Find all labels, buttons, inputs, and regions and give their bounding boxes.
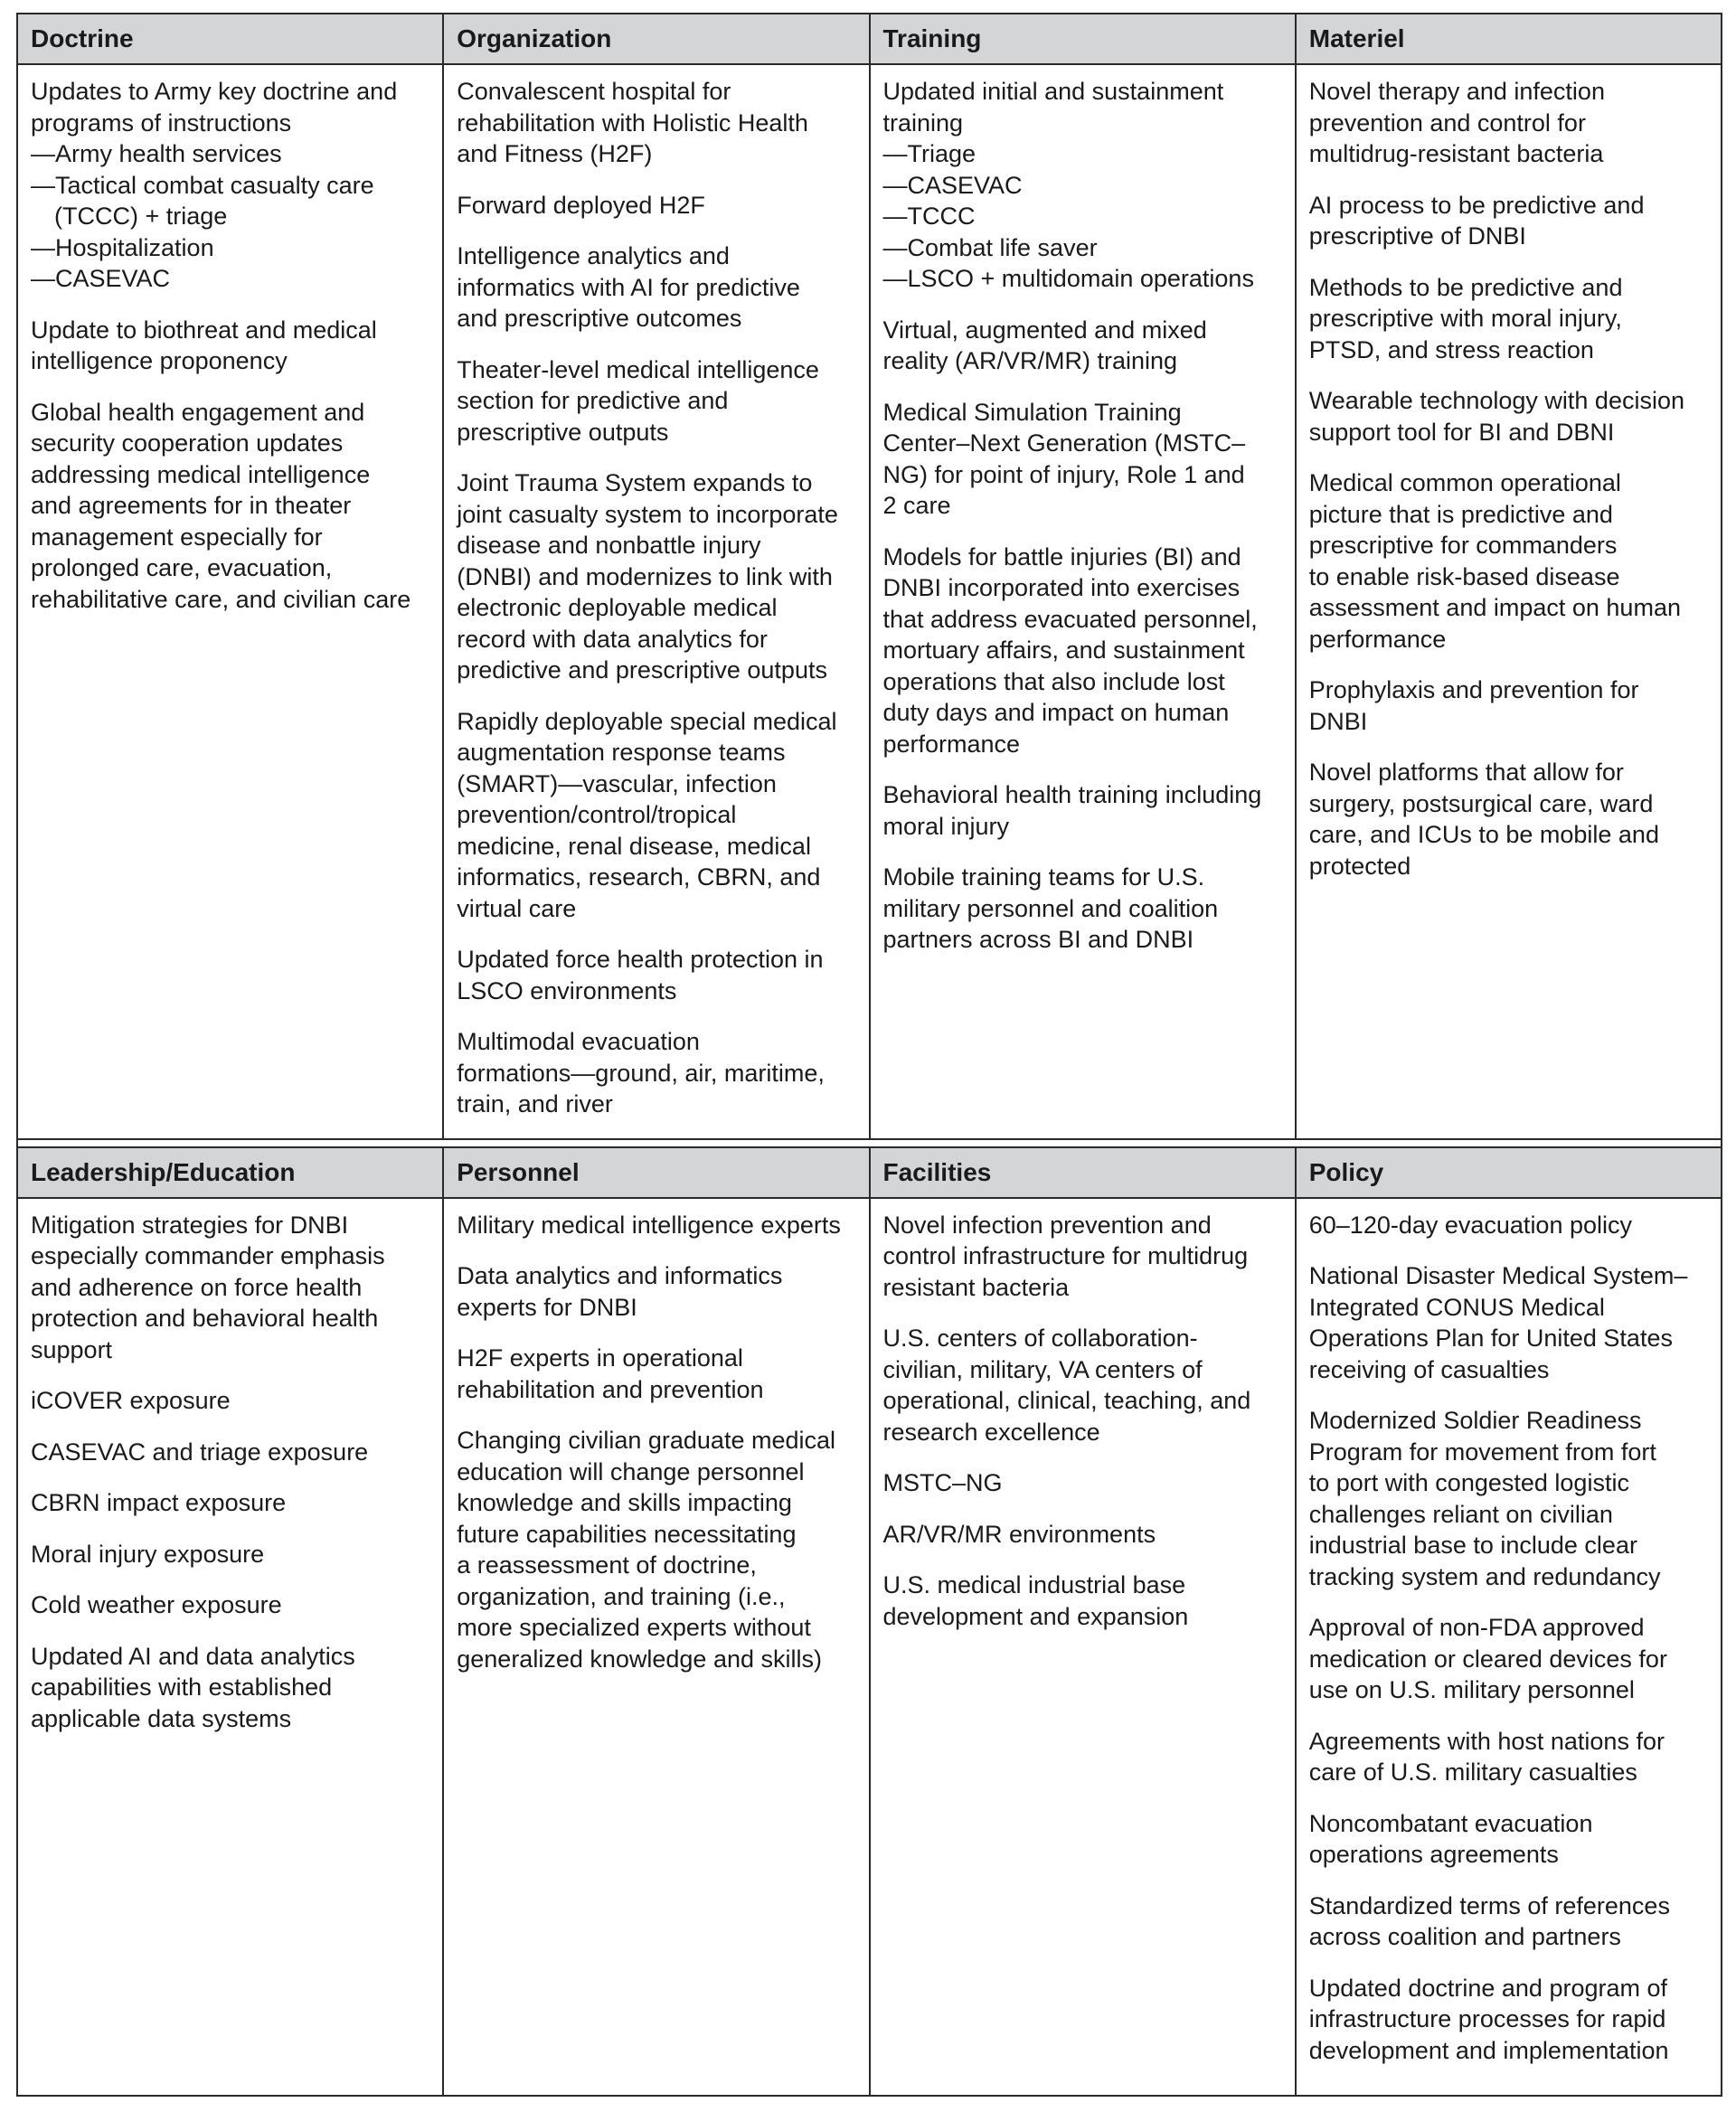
entry-line: surgery, postsurgical care, ward xyxy=(1308,789,1654,817)
cell-policy xyxy=(1297,1199,1721,2096)
entry-line: DNBI xyxy=(1308,707,1368,735)
cell-entry xyxy=(457,190,859,222)
entry-line: capabilities with established xyxy=(31,1674,333,1701)
entry-line: programs of instructions xyxy=(31,108,292,137)
entry-line: —Triage xyxy=(882,140,976,167)
entry-line: Military medical intelligence experts xyxy=(457,1211,841,1239)
entry-line: training xyxy=(882,108,964,137)
entry-line: Prophylaxis and prevention for xyxy=(1308,676,1639,703)
cell-entry xyxy=(457,1343,859,1405)
entry-line: AI process to be predictive and xyxy=(1308,191,1645,219)
entry-line: across coalition and partners xyxy=(1308,1923,1621,1950)
entry-line: Agreements with host nations for xyxy=(1308,1727,1665,1755)
entry-line: especially commander emphasis xyxy=(31,1242,385,1269)
cell-entry xyxy=(1309,1260,1712,1385)
entry-line: use on U.S. military personnel xyxy=(1308,1676,1635,1703)
cell-entry xyxy=(1309,385,1712,448)
entry-line: (TCCC) + triage xyxy=(54,203,228,230)
entry-line: prescriptive with moral injury, xyxy=(1308,305,1622,332)
header-personnel: Personnel xyxy=(444,1148,870,1197)
cell-entry xyxy=(883,76,1286,295)
entry-line: CBRN impact exposure xyxy=(31,1489,287,1516)
entry-line: Wearable technology with decision xyxy=(1308,387,1684,414)
entry-line: generalized knowledge and skills) xyxy=(457,1645,822,1673)
entry-line: addressing medical intelligence xyxy=(31,460,371,488)
entry-line: U.S. centers of collaboration- xyxy=(882,1325,1198,1352)
cell-entry xyxy=(883,315,1286,377)
header-row-bottom xyxy=(18,1148,1721,1199)
entry-line: 60–120-day evacuation policy xyxy=(1308,1211,1632,1239)
cell-entry xyxy=(1309,190,1712,252)
entry-line: Mobile training teams for U.S. xyxy=(882,863,1205,891)
entry-line: Medical Simulation Training xyxy=(882,398,1182,426)
entry-line: resistant bacteria xyxy=(882,1273,1070,1301)
entry-line: rehabilitation and prevention xyxy=(457,1375,764,1403)
entry-line: record with data analytics for xyxy=(457,625,768,653)
dotmlpf-table xyxy=(16,13,1722,2097)
entry-line: more specialized experts without xyxy=(457,1614,811,1641)
cell-entry xyxy=(31,1641,433,1735)
entry-line: to enable risk-based disease xyxy=(1308,562,1620,590)
entry-line: Global health engagement and xyxy=(31,398,365,426)
entry-line: Forward deployed H2F xyxy=(457,191,705,219)
cell-entry xyxy=(1309,467,1712,655)
entry-line: and prescriptive outcomes xyxy=(457,305,742,332)
table-block-top xyxy=(18,14,1721,1138)
entry-line: applicable data systems xyxy=(31,1704,292,1732)
entry-line: rehabilitative care, and civilian care xyxy=(31,585,411,613)
entry-line: —Army health services xyxy=(31,140,282,167)
cell-entry xyxy=(31,76,433,295)
entry-line: security cooperation updates xyxy=(31,429,344,457)
entry-line: development and expansion xyxy=(882,1602,1189,1630)
cell-entry xyxy=(1309,1405,1712,1592)
entry-line: prevention and control for xyxy=(1308,108,1586,137)
entry-line: Behavioral health training including xyxy=(882,781,1262,808)
cell-personnel xyxy=(444,1199,870,2096)
entry-line: prolonged care, evacuation, xyxy=(31,554,333,581)
entry-line: to port with congested logistic xyxy=(1308,1469,1629,1496)
entry-line: Data analytics and informatics xyxy=(457,1262,783,1289)
entry-line: —LSCO + multidomain operations xyxy=(882,265,1254,292)
entry-line: DNBI incorporated into exercises xyxy=(882,574,1241,601)
entry-line: assessment and impact on human xyxy=(1308,594,1681,621)
entry-line: Cold weather exposure xyxy=(31,1591,282,1618)
entry-line: Models for battle injuries (BI) and xyxy=(882,542,1241,570)
cell-entry xyxy=(31,315,433,377)
entry-line: prevention/control/tropical xyxy=(457,801,737,828)
entry-line: and adherence on force health xyxy=(31,1273,363,1301)
cell-training xyxy=(871,65,1297,1149)
entry-line: Modernized Soldier Readiness xyxy=(1308,1407,1642,1434)
header-facilities: Facilities xyxy=(871,1148,1297,1197)
entry-line: Novel platforms that allow for xyxy=(1308,759,1624,786)
cell-facilities xyxy=(871,1199,1297,2096)
cell-entry xyxy=(1309,1808,1712,1871)
header-organization: Organization xyxy=(444,14,870,63)
cell-entry xyxy=(457,1260,859,1323)
entry-line: iCOVER exposure xyxy=(31,1387,231,1414)
cell-entry xyxy=(1309,1210,1712,1241)
cell-entry xyxy=(883,542,1286,760)
entry-line: receiving of casualties xyxy=(1308,1355,1550,1383)
entry-line: Methods to be predictive and xyxy=(1308,273,1623,301)
entry-line: future capabilities necessitating xyxy=(457,1520,797,1548)
entry-line: medicine, renal disease, medical xyxy=(457,832,811,860)
entry-line: Virtual, augmented and mixed xyxy=(882,316,1207,344)
entry-line: Multimodal evacuation xyxy=(457,1028,700,1055)
entry-line: tracking system and redundancy xyxy=(1308,1562,1661,1590)
entry-line: experts for DNBI xyxy=(457,1293,637,1321)
cell-entry xyxy=(883,1519,1286,1551)
entry-line: Integrated CONUS Medical xyxy=(1308,1293,1605,1321)
entry-line: Novel therapy and infection xyxy=(1308,78,1605,105)
entry-line: knowledge and skills impacting xyxy=(457,1489,792,1516)
cell-entry xyxy=(457,76,859,170)
entry-line: Moral injury exposure xyxy=(31,1540,265,1568)
entry-line: reality (AR/VR/MR) training xyxy=(882,347,1178,374)
entry-line: LSCO environments xyxy=(457,976,677,1004)
header-leadership-education: Leadership/Education xyxy=(18,1148,444,1197)
cell-entry xyxy=(31,1437,433,1468)
entry-line: a reassessment of doctrine, xyxy=(457,1551,757,1579)
entry-line: that address evacuated personnel, xyxy=(882,605,1258,633)
cell-entry xyxy=(31,1385,433,1417)
entry-line: MSTC–NG xyxy=(882,1469,1003,1496)
entry-line: CASEVAC and triage exposure xyxy=(31,1438,369,1466)
cell-entry xyxy=(457,1026,859,1120)
entry-line: operational, clinical, teaching, and xyxy=(882,1387,1251,1414)
cell-entry xyxy=(457,354,859,448)
entry-line: Rapidly deployable special medical xyxy=(457,707,837,735)
cell-entry xyxy=(457,467,859,686)
entry-line: joint casualty system to incorporate xyxy=(457,500,838,528)
cell-entry xyxy=(883,1323,1286,1447)
entry-line: —CASEVAC xyxy=(882,171,1023,199)
entry-line: Novel infection prevention and xyxy=(882,1211,1212,1239)
entry-line: duty days and impact on human xyxy=(882,699,1230,726)
entry-line: operations agreements xyxy=(1308,1841,1559,1868)
entry-line: predictive and prescriptive outputs xyxy=(457,656,827,684)
entry-line: U.S. medical industrial base xyxy=(882,1571,1186,1598)
entry-line: Noncombatant evacuation xyxy=(1308,1809,1593,1837)
cell-entry xyxy=(31,1487,433,1519)
entry-line: industrial base to include clear xyxy=(1308,1532,1637,1559)
cell-leadership-education xyxy=(18,1199,444,2096)
cell-entry xyxy=(883,1570,1286,1632)
entry-line: Approval of non-FDA approved xyxy=(1308,1614,1645,1641)
entry-line: prescriptive for commanders xyxy=(1308,532,1618,559)
entry-line: and agreements for in theater xyxy=(31,492,352,519)
entry-line: rehabilitation with Holistic Health xyxy=(457,108,808,137)
entry-line: support xyxy=(31,1335,113,1363)
entry-line: Intelligence analytics and xyxy=(457,242,730,269)
block-separator xyxy=(18,1138,1721,1148)
entry-line: prescriptive of DNBI xyxy=(1308,222,1526,250)
entry-line: augmentation response teams xyxy=(457,739,786,766)
entry-line: (DNBI) and modernizes to link with xyxy=(457,562,833,590)
entry-line: operations that also include lost xyxy=(882,667,1225,695)
cell-entry xyxy=(1309,76,1712,170)
entry-line: military personnel and coalition xyxy=(882,894,1219,922)
cell-materiel xyxy=(1297,65,1721,1149)
table-block-bottom xyxy=(18,1148,1721,2096)
entry-line: Convalescent hospital for xyxy=(457,78,731,105)
entry-line: moral injury xyxy=(882,812,1010,840)
entry-line: section for predictive and xyxy=(457,387,729,414)
cell-entry xyxy=(1309,272,1712,366)
cell-entry xyxy=(31,1589,433,1621)
entry-line: virtual care xyxy=(457,894,577,922)
entry-line: informatics with AI for predictive xyxy=(457,273,800,301)
header-row-top xyxy=(18,14,1721,65)
entry-line: Medical common operational xyxy=(1308,469,1621,496)
cell-entry xyxy=(883,862,1286,956)
entry-line: —TCCC xyxy=(882,203,976,230)
cell-entry xyxy=(31,1539,433,1570)
entry-line: formations—ground, air, maritime, xyxy=(457,1059,825,1087)
entry-line: Update to biothreat and medical xyxy=(31,316,377,344)
cell-entry xyxy=(1309,1726,1712,1788)
entry-line: disease and nonbattle injury xyxy=(457,532,761,559)
cell-entry xyxy=(883,1467,1286,1499)
entry-line: care, and ICUs to be mobile and xyxy=(1308,821,1659,848)
entry-line: infrastructure processes for rapid xyxy=(1308,2005,1666,2032)
entry-line: performance xyxy=(882,730,1021,758)
entry-line: support tool for BI and DBNI xyxy=(1308,418,1615,446)
header-training: Training xyxy=(871,14,1297,63)
entry-line: Updated force health protection in xyxy=(457,946,824,973)
entry-line: civilian, military, VA centers of xyxy=(882,1355,1203,1383)
entry-line: Center–Next Generation (MSTC– xyxy=(882,429,1246,457)
entry-line: NG) for point of injury, Role 1 and xyxy=(882,460,1245,488)
entry-line: Standardized terms of references xyxy=(1308,1891,1670,1919)
entry-line: —Tactical combat casualty care xyxy=(31,171,374,199)
cell-entry xyxy=(1309,1973,1712,2067)
cell-entry xyxy=(1309,1612,1712,1706)
entry-line: medication or cleared devices for xyxy=(1308,1645,1667,1673)
entry-line: picture that is predictive and xyxy=(1308,500,1613,528)
entry-line: Updated initial and sustainment xyxy=(882,78,1224,105)
entry-line: management especially for xyxy=(31,523,323,551)
cell-entry xyxy=(31,1210,433,1366)
cell-entry xyxy=(1309,757,1712,882)
entry-line: H2F experts in operational xyxy=(457,1344,743,1372)
entry-line: Program for movement from fort xyxy=(1308,1438,1656,1466)
cell-entry xyxy=(883,1210,1286,1304)
entry-line: mortuary affairs, and sustainment xyxy=(882,636,1245,664)
cell-entry xyxy=(1309,674,1712,737)
entry-line: Joint Trauma System expands to xyxy=(457,469,813,496)
entry-line: multidrug-resistant bacteria xyxy=(1308,140,1604,167)
cell-organization xyxy=(444,65,870,1149)
entry-line: protected xyxy=(1308,852,1411,880)
cell-entry xyxy=(457,944,859,1006)
entry-line: Updated AI and data analytics xyxy=(31,1642,355,1670)
cell-doctrine xyxy=(18,65,444,1149)
entry-line: care of U.S. military casualties xyxy=(1308,1758,1637,1786)
cell-entry xyxy=(457,1425,859,1674)
body-row-top xyxy=(18,65,1721,1149)
entry-line: partners across BI and DNBI xyxy=(882,926,1194,953)
entry-line: challenges reliant on civilian xyxy=(1308,1500,1613,1528)
entry-line: organization, and training (i.e., xyxy=(457,1582,786,1610)
entry-line: train, and river xyxy=(457,1090,613,1117)
entry-line: electronic deployable medical xyxy=(457,594,778,621)
cell-entry xyxy=(1309,1890,1712,1953)
entry-line: and Fitness (H2F) xyxy=(457,140,653,167)
entry-line: development and implementation xyxy=(1308,2036,1669,2064)
header-materiel: Materiel xyxy=(1308,24,1405,52)
entry-line: Mitigation strategies for DNBI xyxy=(31,1211,349,1239)
cell-entry xyxy=(883,779,1286,842)
entry-line: Updated doctrine and program of xyxy=(1308,1974,1667,2002)
cell-entry xyxy=(31,397,433,616)
entry-line: Operations Plan for United States xyxy=(1308,1325,1673,1352)
entry-line: —CASEVAC xyxy=(31,265,171,292)
entry-line: research excellence xyxy=(882,1418,1100,1446)
entry-line: National Disaster Medical System– xyxy=(1308,1262,1688,1289)
entry-line: education will change personnel xyxy=(457,1457,805,1485)
entry-line: —Hospitalization xyxy=(31,233,214,261)
entry-line: Changing civilian graduate medical xyxy=(457,1427,836,1454)
entry-line: control infrastructure for multidrug xyxy=(882,1242,1249,1269)
cell-entry xyxy=(883,397,1286,522)
header-doctrine: Doctrine xyxy=(18,14,444,63)
entry-line: informatics, research, CBRN, and xyxy=(457,863,821,891)
cell-entry xyxy=(457,1210,859,1241)
entry-line: prescriptive outputs xyxy=(457,418,669,446)
cell-entry xyxy=(457,706,859,925)
entry-line: (SMART)—vascular, infection xyxy=(457,769,777,797)
entry-line: Updates to Army key doctrine and xyxy=(31,78,398,105)
cell-entry xyxy=(457,240,859,335)
entry-line: PTSD, and stress reaction xyxy=(1308,335,1594,363)
entry-line: 2 care xyxy=(882,492,951,519)
entry-line: performance xyxy=(1308,625,1447,653)
entry-line: AR/VR/MR environments xyxy=(882,1520,1156,1548)
entry-line: Theater-level medical intelligence xyxy=(457,355,819,383)
entry-line: —Combat life saver xyxy=(882,233,1098,261)
header-policy: Policy xyxy=(1308,1157,1384,1186)
entry-line: protection and behavioral health xyxy=(31,1305,379,1332)
entry-line: intelligence proponency xyxy=(31,347,288,374)
body-row-bottom xyxy=(18,1199,1721,2096)
